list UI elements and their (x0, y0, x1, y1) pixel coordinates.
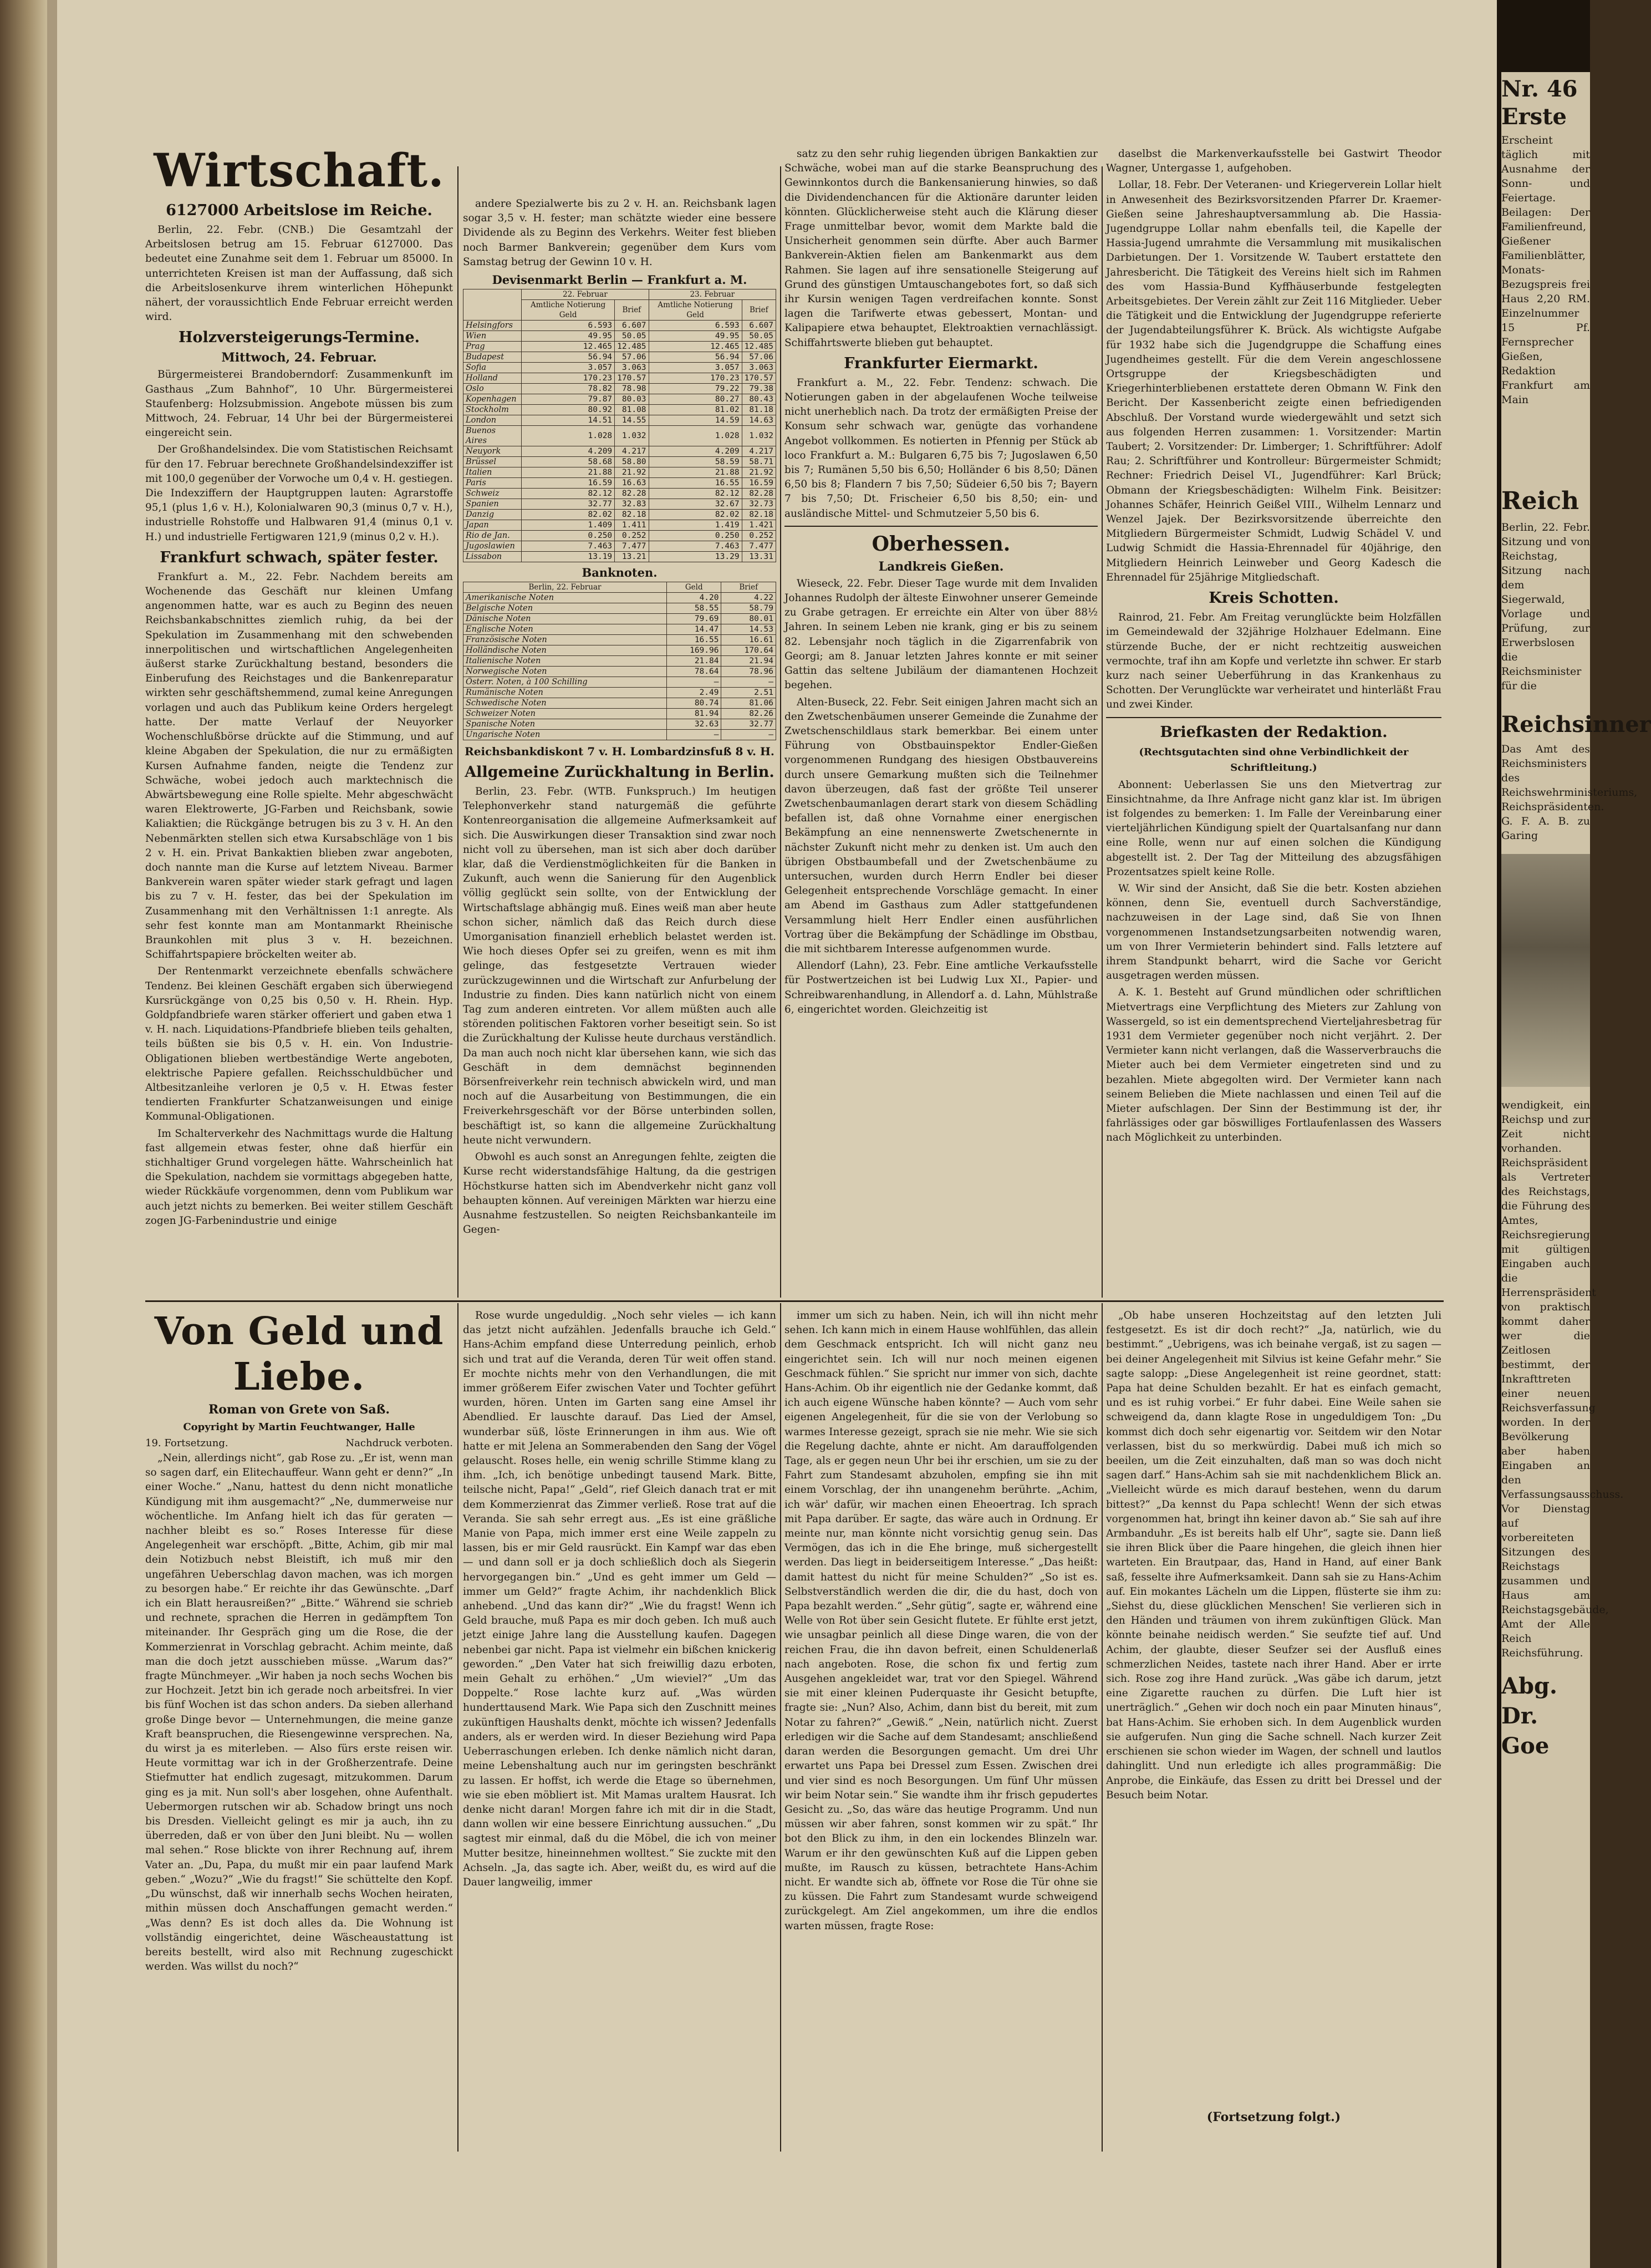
next-page-text-3: Das Amt des Reichsministers des Reichswehrministeriums, Reichspräsidenten. G. F. A. B. zu Garing (1501, 743, 1638, 842)
devisen-row (463, 510, 776, 520)
banknoten-value: 58.55 (666, 603, 721, 614)
roman-column-1 (145, 1309, 453, 2152)
banknoten-row (463, 624, 776, 635)
banknoten-row (463, 730, 776, 740)
headline-frankfurt: Frankfurt schwach, später fester. (160, 548, 439, 566)
banknoten-label: Norwegische Noten (463, 667, 667, 677)
article-bankaktien: satz zu den sehr ruhig liegenden übrigen Bankaktien zur Schwäche, wobei man auf die starke Beanspruchung des Gewinnkontos durch die Bankensanierung hinwies, so daß die Dividendenchancen für die Aktionäre darunter leiden könnten. Glücklicherweise steht auch die Klärung dieser Frage unmittelbar bevor, womit dem Markte bald die Unsicherheit genommen sein dürfte. Aber auch Barmer Bankverein-Aktien fielen am Bankenmarkt aus dem Rahmen. Sie lagen auf ihre sensationelle Steigerung auf Grund des günstigen Umtauschangebotes fort, so daß sich ihr Kursin wenigen Tagen verdreifachen konnte. Sonst lagen die Tarifwerte etwas gebessert, Montan- und Kalipapiere etwa behauptet, Elektroaktien vernachlässigt. Schiffahrtswerte blieben gut behauptet. (784, 148, 1098, 349)
banknoten-row (463, 614, 776, 624)
devisen-row (463, 331, 776, 342)
devisen-row (463, 394, 776, 405)
devisen-value: 49.95 (522, 331, 615, 342)
banknoten-value: 21.94 (721, 656, 776, 667)
devisen-value: 21.88 (649, 467, 742, 478)
banknoten-row (463, 709, 776, 719)
article-spezialwerte: andere Spezialwerte bis zu 2 v. H. an. Reichsbank lagen sogar 3,5 v. H. fester; man schätzte wieder eine bessere Dividende als zu Beginn des Verkehrs. Weiter fest blieben noch Barmer Bankverein; gegenüber dem Kurs vom Samstag betrug der Gewinn 10 v. H. (463, 198, 776, 268)
devisen-value: 1.411 (615, 520, 649, 531)
wirtschaft-column-2 (463, 197, 776, 1298)
devisen-value: 4.217 (742, 446, 776, 457)
devisen-label: Sofia (463, 363, 522, 373)
devisen-value: 58.71 (742, 457, 776, 467)
banknoten-value: — (721, 677, 776, 688)
article-allendorf-cont: daselbst die Markenverkaufsstelle bei Gastwirt Theodor Wagner, Untergasse 1, aufgehoben. (1106, 148, 1441, 175)
devisen-label: Japan (463, 520, 522, 531)
article-berlin-zurueckhaltung: Berlin, 23. Febr. (WTB. Funkspruch.) Im heutigen Telephonverkehr stand naturgemäß die geführte Kontenreorganisation die allgemeine Aufmerksamkeit auf sich. Die Auswirkungen dieser Transaktion sind zwar noch nicht voll zu übersehen, man ist sich aber doch darüber klar, daß die Verdienstmöglichkeiten für die Banken in Zukunft, auch wenn die Sanierung für den Augenblick völlig geglückt sein sollte, von der Entwicklung der Wirtschaftslage abhängig muß. Eines weiß man aber heute schon sicher, nämlich daß das Reich durch diese Umorganisation finanziell erheblich belastet werden ist. Wie hoch dieses Opfer sei zu greifen, wenn es mit ihm gelinge, das festgesetzte Vertrauen wieder zurückzugewinnen und die Wirtschaft zur Anfurbelung der Industrie zu finden. Dies kann natürlich nicht von einem Tag zum anderen eintreten. Vor allem müßten auch alle störenden politischen Faktoren vorher beseitigt sein. So ist die Zurückhaltung der Kulisse heute durchaus verständlich. Da man auch noch nicht klar übersehen kann, wie sich das Geschäft in dem demnächst beginnenden Börsenfreiverkehr rein technisch abwickeln wird, und man noch auf die Ausarbeitung von Bestimmungen, die ein Freiverkehrsgeschäft vor der Börse unterbinden sollen, beschäftigt ist, so kann die allgemeine Zurückhaltung heute nicht verwundern. (463, 786, 776, 1146)
next-page-strip (1501, 72, 1651, 2268)
book-binding (0, 0, 47, 2268)
devisen-value: 1.032 (742, 426, 776, 446)
devisen-value: 170.57 (615, 373, 649, 384)
column-rule (780, 166, 781, 1298)
devisen-value: 82.18 (742, 510, 776, 520)
banknoten-row (463, 667, 776, 677)
roman-nachdruck: Nachdruck verboten. (345, 1437, 453, 1449)
section-divider (145, 1300, 1444, 1302)
devisen-row (463, 342, 776, 352)
devisen-row (463, 426, 776, 446)
roman-fortsetzung-folgt: (Fortsetzung folgt.) (1206, 2110, 1341, 2124)
roman-text-1: „Nein, allerdings nicht“, gab Rose zu. „Er ist, wenn man so sagen darf, ein Elitechauffeur. Wann geht er denn?“ „In einer Woche.“ „Nanu, hattest du denn nicht monatliche Kündigung mit ihm ausgemacht?“ „Ne, dummerweise nur wöchentliche. Im Anfang hielt ich das für geraten — nachher bleibt es so.“ Roses Interesse für diese Angelegenheit war erschöpft. „Bitte, Achim, gib mir mal dein Notizbuch nebst Bleistift, ich muß mir den ungefähren Ueberschlag davon machen, was ich morgen zu besorgen habe.“ Er reichte ihr das Gewünschte. „Darf ich ein Blatt herausreißen?“ „Bitte.“ Während sie schrieb und rechnete, sprachen die Herren in gedämpftem Ton miteinander. Ihr Gespräch ging um die Rose, die der Kommerzienrat in Vorschlag gebracht. Achim meinte, daß man die doch jetzt ausschieben müsse. „Warum das?“ fragte Münchmeyer. „Wir haben ja noch sechs Wochen bis zur Hochzeit. Jetzt bin ich gerade noch arbeitsfrei. In vier bis fünf Wochen ist das schon anders. Da sieben allerhand große Dinge bevor — Unternehmungen, die meine ganze Kraft beanspruchen, die Riesengewinne versprechen. Na, du wirst ja es miterleben. — Also fürs erste reisen wir. Heute vormittag war ich in der Großherzentrafe. Deine Stiefmutter hat endlich zugesagt, mitzukommen. Darum ging es ja mit. Nun soll's aber losgehen, ohne Aufenthalt. Uebermorgen rutschen wir ab. Schadow bringt uns noch bis Dresden. Vielleicht gelingt es mir ja auch, ihn zu überreden, daß er von über den Juni bleibt. Nu — wollen mal sehen.“ Rose blickte von ihrer Rechnung auf, ihrem Vater an. „Du, Papa, du mußt mir ein paar laufend Mark geben.“ „Wozu?“ „Wie du fragst!“ Sie schüttelte den Kopf. „Du wünschst, daß wir innerhalb sechs Wochen heiraten, mithin müssen doch Anschaffungen gemacht werden.“ „Was denn? Es ist doch alles da. Die Wohnung ist vollständig eingerichtet, deine Wäscheaustattung ist bereits bestellt, wird also mit Rechnung zugeschickt werden. Was willst du noch?“ (145, 1452, 453, 1973)
article-berlin-zurueckhaltung-2: Obwohl es auch sonst an Anregungen fehlte, zeigten die Kurse recht widerstandsfähige Haltung, da die gestrigen Höchstkurse hatten sich im Abendverkehr nicht ganz voll behaupten können. Auf vereinigen Märkten war hierzu eine Ausnahme festzustellen. So neigten Reichsbankanteile im Gegen- (463, 1151, 776, 1236)
article-rainrod: Rainrod, 21. Febr. Am Freitag verunglückte beim Holzfällen im Gemeindewald der 32jährige Holzhauer Edelmann. Eine stürzende Buche, der er nicht rechtzeitig ausweichen vermochte, traf ihn am Kopfe und verletzte ihn schwer. Er starb kurz nach seiner Ueberführung in das Krankenhaus zu Schotten. Der Verunglückte war verheiratet und hinterläßt Frau und zwei Kinder. (1106, 612, 1441, 711)
devisen-value: 81.18 (742, 405, 776, 415)
devisen-value: 21.88 (522, 467, 615, 478)
rule (784, 526, 1098, 527)
briefkasten-ak: A. K. 1. Besteht auf Grund mündlichen oder schriftlichen Mietvertrags eine Verpflichtung des Mieters zur Zahlung von Wassergeld, so ist ein dementsprechend Vierteljahresbetrag für 1931 dem Vermieter gegenüber noch nicht verjährt. 2. Der Vermieter kann nicht verlangen, daß die Wasserverbrauchs die Mieter auch bei dem Vermieter eingetreten sind und zu bezahlen. Miete abgegolten wird. Der Vermieter kann nach seinem Belieben die Miete nachlassen und einen Teil auf die Mieter aufschlagen. Der Sinn der Bestimmung ist der, ihr fahrlässiges oder gar böswilliges Fortlaufenlassen des Wassers nach Möglichkeit zu unterbinden. (1106, 986, 1441, 1144)
devisen-value: 79.22 (649, 384, 742, 394)
devisen-value: 32.83 (615, 499, 649, 510)
devisen-value: 82.12 (649, 489, 742, 499)
banknoten-value: 14.47 (666, 624, 721, 635)
devisen-value: 56.94 (522, 352, 615, 363)
devisen-sub: Brief (615, 300, 649, 321)
devisen-value: 1.028 (522, 426, 615, 446)
devisen-date-2: 23. Februar (649, 289, 776, 300)
devisen-value: 1.028 (649, 426, 742, 446)
column-rule (457, 166, 458, 1298)
devisen-value: 56.94 (649, 352, 742, 363)
devisen-table (463, 289, 776, 562)
devisen-value: 58.68 (522, 457, 615, 467)
reichsbank-line: Reichsbankdiskont 7 v. H. Lombardzinsfuß 8 v. H. (465, 745, 774, 759)
devisen-value: 0.252 (742, 531, 776, 541)
banknoten-label: Holländische Noten (463, 645, 667, 656)
article-wieseck: Wieseck, 22. Febr. Dieser Tage wurde mit dem Invaliden Johannes Rudolph der älteste Einwohner unserer Gemeinde zu Grabe getragen. Er erreichte ein Alter von über 88½ Jahren. In seinem Leben nie krank, ging er bis zu seinem 82. Lebensjahr noch täglich in die Zigarrenfabrik von Georgi; am 8. Januar letzten Jahres konnte er mit seiner Gattin das seltene Jubiläum der diamantenen Hochzeit begehen. (784, 577, 1098, 691)
subhead-landkreis-giessen: Landkreis Gießen. (878, 559, 1004, 574)
devisen-row (463, 405, 776, 415)
devisen-value: 7.477 (615, 541, 649, 552)
devisen-row (463, 321, 776, 331)
banknoten-row (463, 688, 776, 698)
devisen-value: 16.55 (649, 478, 742, 489)
devisen-value: 21.92 (742, 467, 776, 478)
devisen-value: 81.02 (649, 405, 742, 415)
devisen-value: 79.87 (522, 394, 615, 405)
banknoten-row (463, 635, 776, 645)
roman-text-4: „Ob habe unseren Hochzeitstag auf den letzten Juli festgesetzt. Es ist dir doch recht?“ „Ja, natürlich, wie du bestimmt.“ „Uebrigens, was ich beinahe vergaß, ist zu sagen — bei deiner Angelegenheit mit Silvius ist keine Gefahr mehr.“ Sie sagte salopp: „Diese Angelegenheit ist reine geordnet, statt: Papa hat deine Schulden bezahlt. Er hat es einfach gemacht, und es ist ruhig vorbei.“ Er fuhr dabei. Eine Weile sahen sie schweigend da, dann klagte Rose in ungeduldigem Ton: „Du kommst dich doch sehr eigenartig vor. Seitdem wir den Notar verlassen, bist du so merkwürdig. Dabei muß ich mich so beeilen, um die Zeit einzuhalten, daß man so was doch nicht sagen darf.“ Hans-Achim sah sie mit nachdenklichem Blick an. „Vielleicht würde es mich darauf bestehen, wenn du darum bittest?“ „Da kennst du Papa schlecht! Wenn der sich etwas vorgenommen hat, bringt ihn keiner davon ab.“ Sie sah auf ihre Armbanduhr. „Es ist bereits halb elf Uhr“, sagte sie. Dann ließ sie ihren Blick über die Paare hingehen, die gleich ihnen hier warteten. Ein Brautpaar, das, Hand in Hand, auf einer Bank saß, fesselte ihre Aufmerksamkeit. Dann sah sie zu Hans-Achim auf. Ein mokantes Lächeln um die Lippen, flüsterte sie ihm zu: „Siehst du, diese glücklichen Menschen! Sie verlieren sich in den Händen und träumen von ihrem zukünftigen Glück. Man könnte beinahe neidisch werden.“ Sie seufzte tief auf. Und Achim, der glaubte, dieser Seufzer sei der Ausfluß eines schmerzlichen Neides, tastete nach ihrer Hand. Aber er irrte sich. Rose zog ihre Hand zurück. „Was gäbe ich darum, jetzt eine Zigarette rauchen zu dürfen. Die Luft hier ist unerträglich.“ „Gehen wir doch noch ein paar Minuten hinaus“, bat Hans-Achim. Sie erhoben sich. In dem Augenblick wurden sie aufgerufen. Nun ging die Sache schnell. Nach kurzer Zeit erschienen sie schon wieder im Wagen, der schnell und lautlos dahinglitt. Und nun erledigte ich alles programmäßig: Die Anprobe, die Einkäufe, das Essen zu dritt bei Dressel und der Besuch beim Notar. (1106, 1310, 1441, 1801)
devisen-sub: Amtliche Notierung Geld (649, 300, 742, 321)
banknoten-value: 58.79 (721, 603, 776, 614)
devisen-row (463, 478, 776, 489)
devisen-value: 14.63 (742, 415, 776, 426)
banknoten-value: 170.64 (721, 645, 776, 656)
banknoten-row (463, 677, 776, 688)
rule (1106, 717, 1441, 718)
devisen-value: 32.73 (742, 499, 776, 510)
banknoten-value: — (721, 730, 776, 740)
article-allendorf: Allendorf (Lahn), 23. Febr. Eine amtliche Verkaufsstelle für Postwertzeichen ist bei Ludwig Lux XI., Papier- und Schreibwarenhandlung, in Allendorf a. d. Lahn, Mühlstraße 6, eingerichtet worden. Gleichzeitig ist (784, 960, 1098, 1015)
devisen-value: 4.209 (522, 446, 615, 457)
devisen-value: 80.27 (649, 394, 742, 405)
devisen-label: Brüssel (463, 457, 522, 467)
devisen-label: Helsingfors (463, 321, 522, 331)
devisen-row (463, 363, 776, 373)
devisen-row (463, 446, 776, 457)
devisen-label: London (463, 415, 522, 426)
banknoten-value: 32.77 (721, 719, 776, 730)
next-page-text-4: wendigkeit, ein Reichsp und zur Zeit nicht vorhanden. Reichspräsident als Vertreter des Reichstags, die Führung des Amtes, Reichsregierung mit gültigen Eingaben auch die Herrenspräsident von praktisch kommt daher wer die Zeitlosen bestimmt, der Inkrafttreten einer neuen Reichsverfassung worden. In der Bevölkerung aber haben Eingaben an den Verfassungsausschuss. Vor Dienstag auf vorbereiteten Sitzungen des Reichstags zusammen und Haus am Reichstagsgebäude, Amt der Alle Reich Reichsführung. (1501, 1099, 1624, 1659)
banknoten-value: 2.51 (721, 688, 776, 698)
devisen-value: 82.28 (742, 489, 776, 499)
devisen-label: Rio de Jan. (463, 531, 522, 541)
devisen-label: Italien (463, 467, 522, 478)
column-rule (457, 1303, 458, 2152)
column-rule (1102, 166, 1103, 1298)
banknoten-value: 80.01 (721, 614, 776, 624)
devisen-row (463, 531, 776, 541)
devisen-label: Spanien (463, 499, 522, 510)
devisen-value: 78.82 (522, 384, 615, 394)
devisen-sub: Amtliche Notierung Geld (522, 300, 615, 321)
roman-column-3 (784, 1309, 1098, 2152)
headline-holzversteigerung: Holzversteigerungs-Termine. (178, 329, 420, 347)
column-rule (780, 1303, 781, 2152)
devisen-label: Budapest (463, 352, 522, 363)
article-eiermarkt: Frankfurt a. M., 22. Febr. Tendenz: schwach. Die Notierungen gaben in der abgelaufenen Woche teilweise nicht unerheblich nach. Da trotz der ermäßigten Preise der Konsum sehr schwach war, genügte das vorhandene Angebot vollkommen. Es notierten in Pfennig per Stück ab loco Frankfurt a. M.: Bulgaren 6,75 bis 7; Jugoslawen 6,50 bis 7; Rumänen 5,50 bis 6,50; Holländer 6 bis 8,50; Dänen 6,50 bis 8; Flandern 7 bis 7,50; Südeier 6,50 bis 7; Bayern 7 bis 7,50; Dt. Frischeier 6,50 bis 8,50; ein- und ausländische Mittel- und Schmutzeier 5,50 bis 6. (784, 377, 1098, 520)
banknoten-label: Italienische Noten (463, 656, 667, 667)
devisen-value: 7.477 (742, 541, 776, 552)
devisen-value: 1.409 (522, 520, 615, 531)
devisen-value: 12.465 (522, 342, 615, 352)
article-frankfurt: Frankfurt a. M., 22. Febr. Nachdem bereits am Wochenende das Geschäft nur kleinen Umfang angenommen hatte, war es auch zu Beginn des neuen Reichsbankabschnittes ziemlich ruhig, da bei der Spekulation im Zusammenhang mit den schwebenden innerpolitischen und wirtschaftlichen Angelegenheiten äußerst starke Zurückhaltung bestand, besonders die Einberufung des Reichstages und die Bankenreparatur wirkten sehr geschäftshemmend, zumal keine Anregungen vorlagen und auch das Publikum keine Orders hergelegt hatte. Der matte Verlauf der Neuyorker Wochenschlußbörse drückte auf die Stimmung, und auf kleine Abgaben der Spekulation, die nur zu ermäßigten Kursen Aufnahme fanden, neigte die Tendenz zur Schwäche, wobei jedoch auch marktechnisch die Abwärtsbewegung eine Rolle spielte. Mehr abgeschwächt waren Elektrowerte, JG-Farben und Reichsbank, sowie Kaliaktien; die Rückgänge betrugen bis zu 3 v. H. An den Nebenmärkten stellen sich etwa Kursabschläge von 1 bis 2 v. H. ein. Privat Bankaktien blieben zwar angeboten, doch nannte man die Kurse auf letztem Niveau. Barmer Bankverein waren später wieder stark gefragt und lagen bis zu 7 v. H. fester, das bei der Spekulation im Zusammenhang mit den Verhältnissen 1:1 anregte. Als sehr fest konnte man am Montanmarkt Rheinische Braunkohlen mit plus 3 v. H. bezeichnen. Schiffahrtspapiere bröckelten weiter ab. (145, 571, 453, 961)
devisen-value: 7.463 (522, 541, 615, 552)
article-arbeitslose: Berlin, 22. Febr. (CNB.) Die Gesamtzahl der Arbeitslosen betrug am 15. Februar 6127000. Das bedeutet eine Zunahme seit dem 1. Februar um 85000. In unterrichteten Kreisen ist man der Auffassung, daß sich die Arbeitslosenkurve ihrem winterlichen Höhepunkt nähert, der voraussichtlich Ende Februar erreicht werden wird. (145, 224, 453, 323)
devisen-value: 16.59 (742, 478, 776, 489)
devisen-value: 170.57 (742, 373, 776, 384)
briefkasten-w: W. Wir sind der Ansicht, daß Sie die betr. Kosten abziehen können, denn Sie, eventuell durch Sachverständige, nachzuweisen in der Lage sind, daß Sie von Ihnen vorgenommenen Instandsetzungsarbeiten notwendig waren, um von Ihrer Vermieterin behindert sind. Falls letztere auf ihrem Standpunkt beharrt, wird die Sache vor Gericht ausgetragen werden müssen. (1106, 882, 1441, 982)
devisen-row (463, 541, 776, 552)
banknoten-label: Dänische Noten (463, 614, 667, 624)
devisen-label: Schweiz (463, 489, 522, 499)
devisen-value: 82.28 (615, 489, 649, 499)
roman-text-3: immer um sich zu haben. Nein, ich will ihn nicht mehr sehen. Ich kann mich in einem Hause wohlfühlen, das allein dem Geschmack entspricht. Ich will nicht ganz neu eingerichtet sein. Ich will nur noch meinen eigenen Geschmack fühlen.“ Sie spricht nur immer von sich, dachte Hans-Achim. Ob ihr eigentlich nie der Gedanke kommt, daß ich auch eigene Wünsche haben könnte? — Auch vom sehr eigenen Angelegenheit, für die sie von der Verlobung so warmes Interesse gezeigt, sprach sie nie mehr. Wie sie sich die Regelung dachte, ahnte er nicht. Am darauffolgenden Tage, als er gegen neun Uhr bei ihr erschien, um sie zu der Fahrt zum Standesamt abzuholen, empfing sie ihn mit einem Vorschlag, der ihn unangenehm berührte. „Achim, ich wär' dafür, wir machen einen Eheoertrag. Ich sprach mit Papa darüber. Er sagte, das wäre auch in Ordnung. Er meinte nur, man könnte nicht vorsichtig genug sein. Das Vermögen, das ich in die Ehe bringe, muß sichergestellt werden. Das liegt in beiderseitigem Interesse.“ „Das heißt: damit hattest du nicht für meine Schulden?“ „So ist es. Selbstverständlich werden die dir, die du hast, doch von Papa bezahlt werden.“ „Sehr gütig“, sagte er, während eine Welle von Rot über sein Gesicht flutete. Er fühlte erst jetzt, wie unsagbar peinlich all diese Dinge waren, die von der reichen Frau, die ihn davon befreit, einen Schuldenerlaß nach angeboten. Rose, die schon fix und fertig zum Ausgehen angekleidet war, trat vor den Spiegel. Während sie mit einer kleinen Puderquaste ihr Gesicht betupfte, fragte sie: „Nun? Also, Achim, dann bist du bereit, mit zum Notar zu fahren?“ „Gewiß.“ „Nein, natürlich nicht. Zuerst erledigen wir die Sache auf dem Standesamt; anschließend daran werden die Besorgungen gemacht. Um drei Uhr erwartet uns Papa bei Dressel zum Essen. Zwischen drei und vier sind es noch Besorgungen. Um fünf Uhr müssen wir beim Notar sein.“ Sie wandte ihm ihr frisch gepudertes Gesicht zu. „So, das wäre das heutige Programm. Und nun müssen wir aber fahren, sonst kommen wir zu spät.“ Ihr bot den Blick zu ihm, in den ein lockendes Blinzeln war. Warum er ihr den gewünschten Kuß auf die Lippen geben mußte, im Rausch zu küssen, betrachtete Hans-Achim nicht. Er wandte sich ab, öffnete vor Rose die Tür ohne sie zu küssen. Die Fahrt zum Standesamt wurde schweigend zurückgelegt. Am Ziel angekommen, um ihre die endlos warten müssen, fragte Rose: (784, 1310, 1098, 1932)
devisen-value: 80.03 (615, 394, 649, 405)
devisen-value: 82.18 (615, 510, 649, 520)
banknoten-sub: Brief (721, 582, 776, 593)
devisen-row (463, 499, 776, 510)
next-page-masthead-text: Erscheint täglich mit Ausnahme der Sonn- und Feiertage. Beilagen: Der Familienfreund, Gießener Familienblätter, Monats-Bezugspreis frei Haus 2,20 RM. Einzelnummer 15 Pf. Fernsprecher Gießen, Redaktion Frankfurt am Main (1501, 134, 1590, 406)
devisen-value: 13.29 (649, 552, 742, 562)
devisen-value: 6.607 (615, 321, 649, 331)
devisen-row (463, 552, 776, 562)
banknoten-label: Spanische Noten (463, 719, 667, 730)
devisen-value: 80.92 (522, 405, 615, 415)
devisen-value: 82.02 (522, 510, 615, 520)
banknoten-row (463, 593, 776, 603)
devisen-title: Devisenmarkt Berlin — Frankfurt a. M. (492, 273, 747, 287)
banknoten-value: 4.22 (721, 593, 776, 603)
banknoten-value: 81.94 (666, 709, 721, 719)
banknoten-row (463, 656, 776, 667)
devisen-value: 50.05 (742, 331, 776, 342)
devisen-label: Danzig (463, 510, 522, 520)
devisen-value: 80.43 (742, 394, 776, 405)
next-page-photo (1501, 854, 1590, 1087)
banknoten-value: 82.26 (721, 709, 776, 719)
banknoten-table-body (463, 593, 776, 740)
devisen-value: 1.421 (742, 520, 776, 531)
briefkasten-abonnent: Abonnent: Ueberlassen Sie uns den Mietvertrag zur Einsichtnahme, da Ihre Anfrage nicht ganz klar ist. Im übrigen ist folgendes zu bemerken: 1. Im Falle der Vereinbarung einer vierteljährlichen Kündigung spielt der Quartalsanfang nur dann eine Rolle, wenn nur auf einen solchen die Kündigung abgestellt ist. 2. Der Tag der Mitteilung des abzugsfähigen Prozentsatzes spielt keine Rolle. (1106, 779, 1441, 878)
banknoten-title: Banknoten. (582, 566, 658, 580)
devisen-sub: Brief (742, 300, 776, 321)
wirtschaft-column-1 (145, 144, 453, 1298)
devisen-value: 6.607 (742, 321, 776, 331)
banknoten-label: Belgische Noten (463, 603, 667, 614)
devisen-value: 32.67 (649, 499, 742, 510)
devisen-value: 12.485 (615, 342, 649, 352)
devisen-value: 82.02 (649, 510, 742, 520)
devisen-row (463, 384, 776, 394)
next-page-text-2: Berlin, 22. Febr. Sitzung und von Reichstag, Sitzung nach dem Siegerwald, Vorlage und Prüfung, zur Erwerbslosen die Reichsminister für die (1501, 521, 1590, 692)
banknoten-label: Österr. Noten, à 100 Schilling (463, 677, 667, 688)
roman-title: Von Geld und Liebe. (154, 1309, 444, 1399)
roman-text-2: Rose wurde ungeduldig. „Noch sehr vieles — ich kann das jetzt nicht aufzählen. Jedenfalls brauche ich Geld.“ Hans-Achim empfand diese Unterredung peinlich, erhob sich und trat auf die Veranda, deren Tür weit offen stand. Er mochte nichts mehr von den Verhandlungen, die mit immer größerem Eifer zwischen Vater und Tochter geführt wurden, hören. Unten im Garten sang eine Amsel ihr Abendlied. Er lauschte darauf. Das Lied der Amsel, wunderbar süß, löste Erinnerungen in ihm aus. Wie oft hatte er mit Jelena an Sommerabenden den Sang der Vögel gelauscht. Roses helle, ein wenig schrille Stimme klang zu ihm. „Ich, ich benötige unbedingt tausend Mark. Bitte, teilsche nicht, Papa!“ „Geld“, rief Gleich danach trat er mit dem Kommerzienrat das Zimmer verließ. Rose trat auf die Veranda. Sie sah sehr erregt aus. „Es ist eine gräßliche Manie von Papa, mich immer erst eine Weile zappeln zu lassen, bis er mir Geld rausrückt. Ein Kampf war das eben — und dann soll er ja doch schließlich doch als Siegerin hervorgegangen bin.“ „Und es geht immer um Geld — immer um Geld?“ fragte Achim, ihr nachdenklich Blick anhebend. „Und das kann dir?“ „Wie du fragst! Wenn ich Geld brauche, muß Papa es mir doch geben. Ich muß auch jetzt einige Jahre lang die Ausstellung kaufen. Dagegen nebenbei gar nicht. Papa ist vielmehr ein bißchen knickerig geworden.“ „Den Vater hat sich freiwillig dazu erboten, mein Gehalt zu erhöhen.“ „Um wieviel?“ „Um das Doppelte.“ Rose lachte kurz auf. „Was würden hunderttausend Mark. Wie Papa sich den Zuschnitt meines zukünftigen Haushalts denkt, möchte ich wissen? Jedenfalls anders, als er werden wird. In dieser Beziehung wird Papa Ueberraschungen erleben. Ich denke nämlich nicht daran, meine Lebenshaltung auch nur im geringsten beschränkt zu lassen. Er hoffst, ich werde die Etage so übernehmen, wie sie eben möbliert ist. Mit Mamas uraltem Hausrat. Ich denke nicht daran! Morgen fahre ich mit dir in die Stadt, dann wollen wir eine bessere Einrichtung aussuchen.“ „Du sagtest mir einmal, daß du die Möbel, die ich von meiner Mutter besitze, hineinnehmen wolltest.“ Sie zuckte mit den Achseln. „Ja, das sagte ich. Aber, weißt du, es wird auf die Dauer langweilig, immer (463, 1310, 776, 1888)
headline-eiermarkt: Frankfurter Eiermarkt. (844, 354, 1038, 372)
devisen-value: 13.31 (742, 552, 776, 562)
devisen-value: 3.063 (742, 363, 776, 373)
headline-kreis-schotten: Kreis Schotten. (1209, 589, 1339, 607)
banknoten-sub: Berlin, 22. Februar (463, 582, 667, 593)
banknoten-value: 16.61 (721, 635, 776, 645)
banknoten-sub: Geld (666, 582, 721, 593)
banknoten-value: 16.55 (666, 635, 721, 645)
devisen-value: 16.63 (615, 478, 649, 489)
devisen-label: Buenos Aires (463, 426, 522, 446)
banknoten-value: 21.84 (666, 656, 721, 667)
devisen-value: 1.032 (615, 426, 649, 446)
devisen-value: 0.252 (615, 531, 649, 541)
devisen-table-body (463, 321, 776, 562)
article-schalterverkehr: Im Schalterverkehr des Nachmittags wurde die Haltung fast allgemein etwas fester, ohne daß hierfür ein stichhaltiger Grund vorgelegen hätte. Wahrscheinlich hat die Spekulation, nachdem sie vormittags abgegeben hatte, wieder Rückkäufe vorgenommen, denn vom Publikum war auch jetzt nichts zu bemerken. Bei weiter stillem Geschäft zogen JG-Farbenindustrie und einige (145, 1127, 453, 1227)
next-page-headline-reichsinner: Reichsinner (1501, 711, 1651, 738)
devisen-row (463, 352, 776, 363)
next-page-issue: Nr. 46 Erste (1501, 76, 1578, 130)
devisen-label: Oslo (463, 384, 522, 394)
column-4 (1106, 147, 1441, 1298)
banknoten-row (463, 698, 776, 709)
banknoten-value: 78.64 (666, 667, 721, 677)
roman-column-2 (463, 1309, 776, 2152)
column-rule (1102, 1303, 1103, 2152)
banknoten-value: 79.69 (666, 614, 721, 624)
next-page-headline-goe: Abg. Dr. Goe (1501, 1673, 1557, 1759)
headline-arbeitslose: 6127000 Arbeitslose im Reiche. (166, 202, 432, 219)
devisen-row (463, 520, 776, 531)
devisen-value: 57.06 (615, 352, 649, 363)
devisen-value: 14.59 (649, 415, 742, 426)
devisen-value: 78.98 (615, 384, 649, 394)
banknoten-label: Ungarische Noten (463, 730, 667, 740)
banknoten-table (463, 582, 776, 740)
article-alten-buseck: Alten-Buseck, 22. Febr. Seit einigen Jahren macht sich an den Zwetschenbäumen unserer Gemeinde die Zunahme der Zwetschenschildlaus stark bemerkbar. Bei einem unter Führung von Obstbauinspektor Endler-Gießen vorgenommenen Rundgang des hiesigen Obstbauvereins durch unsere Gemarkung mußten sich die Teilnehmer davon überzeugen, daß fast der größte Teil unserer Zwetschenbaumanlagen derart stark von diesem Schädling befallen ist, daß ohne Vornahme einer energischen Bekämpfung an eine nennenswerte Zwetschenernte in nächster Zukunft nicht mehr zu denken ist. Um auch den übrigen Obstbaumbefall und der Zwetschenbäume zu untersuchen, wurden durch Herrn Endler bei dieser Gelegenheit entsprechende Vorschläge gemacht. In einer am Abend im Gasthaus zum Adler stattgefundenen Versammlung hielt Herr Endler einen ausführlichen Vortrag über die Bekämpfung der Schädlinge im Obstbau, die mit sichtbarem Interesse aufgenommen wurde. (784, 696, 1098, 955)
banknoten-value: 14.53 (721, 624, 776, 635)
headline-briefkasten: Briefkasten der Redaktion. (1160, 723, 1388, 741)
devisen-value: 58.59 (649, 457, 742, 467)
banknoten-value: 2.49 (666, 688, 721, 698)
roman-meta (145, 1437, 453, 1449)
column-3 (784, 147, 1098, 1298)
devisen-label: Lissabon (463, 552, 522, 562)
devisen-value: 16.59 (522, 478, 615, 489)
devisen-value: 32.77 (522, 499, 615, 510)
roman-column-4 (1106, 1309, 1441, 2152)
banknoten-value: 32.63 (666, 719, 721, 730)
devisen-value: 4.209 (649, 446, 742, 457)
devisen-value: 170.23 (649, 373, 742, 384)
devisen-value: 1.419 (649, 520, 742, 531)
devisen-label: Kopenhagen (463, 394, 522, 405)
banknoten-value: 78.96 (721, 667, 776, 677)
devisen-label: Prag (463, 342, 522, 352)
section-title-wirtschaft: Wirtschaft. (154, 144, 445, 197)
banknoten-label: Schwedische Noten (463, 698, 667, 709)
roman-copyright: Copyright by Martin Feuchtwanger, Halle (183, 1421, 415, 1433)
devisen-value: 3.057 (649, 363, 742, 373)
devisen-value: 57.06 (742, 352, 776, 363)
devisen-value: 21.92 (615, 467, 649, 478)
devisen-value: 6.593 (522, 321, 615, 331)
roman-subtitle: Roman von Grete von Saß. (208, 1402, 390, 1417)
devisen-row (463, 457, 776, 467)
holz-date: Mittwoch, 24. Februar. (221, 350, 377, 365)
devisen-row (463, 373, 776, 384)
devisen-value: 79.38 (742, 384, 776, 394)
devisen-value: 13.21 (615, 552, 649, 562)
devisen-value: 12.485 (742, 342, 776, 352)
banknoten-row (463, 645, 776, 656)
banknoten-row (463, 603, 776, 614)
devisen-label: Jugoslawien (463, 541, 522, 552)
devisen-value: 6.593 (649, 321, 742, 331)
next-page-headline-reich: Reich (1501, 487, 1579, 515)
devisen-value: 4.217 (615, 446, 649, 457)
devisen-corner (463, 289, 522, 321)
banknoten-row (463, 719, 776, 730)
devisen-row (463, 467, 776, 478)
devisen-value: 58.80 (615, 457, 649, 467)
devisen-value: 14.55 (615, 415, 649, 426)
article-rentenmarkt: Der Rentenmarkt verzeichnete ebenfalls schwächere Tendenz. Bei kleinen Geschäft ergaben sich überwiegend Kursrückgänge von 0,25 bis 0,50 v. H. Rhein. Hyp. Goldpfandbriefe waren stärker offeriert und gaben etwa 1 v. H. nach. Liquidations-Pfandbriefe blieben teils gehalten, teils büßten sie bis 0,5 v. H. ein. Von Industrie-Obligationen blieben wertbeständige Werte angeboten, elektrische Papiere gefallen. Reichsschuldbücher und Altbesitzanleihe verloren je 0,5 v. H. Etwas fester tendierten Frankfurter Schatzanweisungen und einige Kommunal-Obligationen. (145, 965, 453, 1123)
devisen-value: 0.250 (522, 531, 615, 541)
banknoten-label: Französische Noten (463, 635, 667, 645)
banknoten-value: 169.96 (666, 645, 721, 656)
banknoten-value: 80.74 (666, 698, 721, 709)
article-holzversteigerung: Bürgermeisterei Brandoberndorf: Zusammenkunft im Gasthaus „Zum Bahnhof“, 10 Uhr. Bürgermeisterei Staufenberg: Holzsubmission. Angebote müssen bis zum Mittwoch, 24. Februar, 14 Uhr bei der Bürgermeisterei eingereicht sein. (145, 369, 453, 439)
banknoten-value: 4.20 (666, 593, 721, 603)
article-lollar: Lollar, 18. Febr. Der Veteranen- und Kriegerverein Lollar hielt in Anwesenheit des Bezirksvorsitzenden Pfarrer Dr. Kraemer-Gießen seine Jahreshauptversammlung ab. Die Hassia-Jugendgruppe Lollar nahm ebenfalls teil, die Kapelle der Hassia-Jugend umrahmte die Versammlung mit musikalischen Darbietungen. Der 1. Vorsitzende W. Taubert erstattete den Jahresbericht. Die Tätigkeit des Vereins hielt sich im Rahmen des vom Hassia-Bund Kyffhäuserbunde festgelegten Arbeitsgebietes. Der Verein zählt zur Zeit 116 Mitglieder. Ueber die Tätigkeit und die Entwicklung der Jugendgruppe referierte der Jugendabteilungsführer K. Brück. Als wichtigste Aufgabe für 1932 habe sich die Jugendgruppe die Schaffung eines Jugendheimes gestellt. Für die dem Verein angeschlossene Ortsgruppe der Kriegsbeschädigten und Kriegerhinterbliebenen erstattete deren Obmann W. Fink den Bericht. Der Kassenbericht zeigte einen befriedigenden Abschluß. Der Vorstand wurde wiedergewählt und setzt sich aus folgenden Herren zusammen: 1. Vorsitzender: Martin Taubert; 2. Vorsitzender: Dr. Limberger; 1. Schriftführer: Adolf Rau; 2. Schriftführer und Kontrolleur: Bürgermeister Schmidt; Rechner: Friedrich Deisel VI., Jugendführer: Karl Brück; Obmann der Kriegsbeschädigten: Wilhelm Fink. Beisitzer: Johannes Schäfer, Heinrich Geißel VIII., Wilhelm Lennarz und Wenzel Jajek. Der Bezirksvorsitzende überreichte den Mitgliedern Bürgermeister Schmidt, Ludwig Schädel V. und Ludwig Schmidt die Hassia-Ehrennadel für 40jährige, den Mitgliedern Heinrich Leinweber und Georg Kadesch die Ehrennadel für 25jährige Mitgliedschaft. (1106, 179, 1441, 583)
devisen-value: 12.465 (649, 342, 742, 352)
devisen-date-1: 22. Februar (522, 289, 649, 300)
page-spine-edge (47, 0, 57, 2268)
devisen-row (463, 415, 776, 426)
devisen-label: Wien (463, 331, 522, 342)
article-grosshandelsindex: Der Großhandelsindex. Die vom Statistischen Reichsamt für den 17. Februar berechnete Großhandelsindexziffer ist mit 100,0 gegenüber der Vorwoche um 0,4 v. H. gestiegen. Die Indexziffern der Hauptgruppen lauten: Agrarstoffe 95,1 (plus 1,6 v. H.), Kolonialwaren 90,3 (minus 0,7 v. H.), industrielle Rohstoffe und Halbwaren 91,4 (minus 0,1 v. H.) und industrielle Fertigwaren 121,9 (minus 0,2 v. H.). (145, 444, 453, 543)
devisen-row (463, 489, 776, 499)
banknoten-value: — (666, 730, 721, 740)
banknoten-value: — (666, 677, 721, 688)
devisen-value: 0.250 (649, 531, 742, 541)
banknoten-label: Englische Noten (463, 624, 667, 635)
roman-fortsetzung: 19. Fortsetzung. (145, 1437, 228, 1449)
briefkasten-note: (Rechtsgutachten sind ohne Verbindlichkeit der Schriftleitung.) (1139, 746, 1409, 774)
banknoten-label: Amerikanische Noten (463, 593, 667, 603)
banknoten-label: Schweizer Noten (463, 709, 667, 719)
devisen-label: Neuyork (463, 446, 522, 457)
devisen-value: 3.063 (615, 363, 649, 373)
headline-oberhessen: Oberhessen. (872, 532, 1011, 556)
devisen-value: 81.08 (615, 405, 649, 415)
devisen-value: 14.51 (522, 415, 615, 426)
devisen-value: 7.463 (649, 541, 742, 552)
devisen-value: 82.12 (522, 489, 615, 499)
devisen-value: 170.23 (522, 373, 615, 384)
devisen-value: 50.05 (615, 331, 649, 342)
banknoten-label: Rumänische Noten (463, 688, 667, 698)
devisen-value: 13.19 (522, 552, 615, 562)
banknoten-value: 81.06 (721, 698, 776, 709)
headline-berlin-zurueckhaltung: Allgemeine Zurückhaltung in Berlin. (465, 764, 774, 781)
devisen-value: 49.95 (649, 331, 742, 342)
devisen-value: 3.057 (522, 363, 615, 373)
devisen-label: Stockholm (463, 405, 522, 415)
devisen-label: Holland (463, 373, 522, 384)
devisen-label: Paris (463, 478, 522, 489)
